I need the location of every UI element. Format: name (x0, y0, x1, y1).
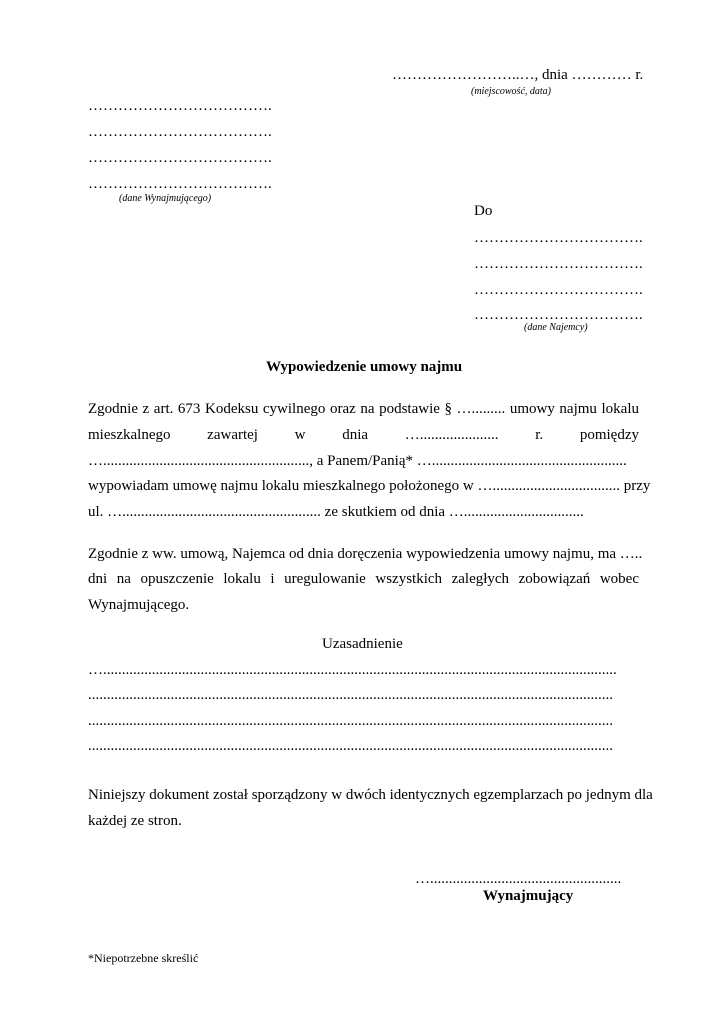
landlord-line: ………………………………. (88, 150, 272, 166)
landlord-line: ………………………………. (88, 98, 272, 114)
justification-line: …......................................................................................................................................... (88, 662, 617, 678)
signature-line: …................................................... (415, 871, 622, 887)
landlord-line: ………………………………. (88, 124, 272, 140)
paragraph-line: ul. …..................................................... ze skutkiem od dnia …................................ (88, 504, 584, 520)
paragraph-line: …......................................................., a Panem/Panią* ….................................................... (88, 453, 627, 469)
closing-line: Niniejszy dokument został sporządzony w dwóch identycznych egzemplarzach po jednym dla (88, 787, 653, 803)
paragraph-line: Zgodnie z ww. umową, Najemca od dnia doręczenia wypowiedzenia umowy najmu, ma ….. (88, 546, 643, 562)
paragraph-line: mieszkalnego zawartej w dnia …..................... r. pomiędzy (88, 427, 639, 443)
tenant-line: ……………………………. (474, 282, 643, 298)
paragraph-line: Zgodnie z art. 673 Kodeksu cywilnego oraz na podstawie § …......... umowy najmu lokalu (88, 401, 639, 417)
place-date-line: ……………………..…, dnia ………… r. (392, 67, 644, 83)
tenant-caption: (dane Najemcy) (524, 322, 588, 333)
paragraph-line: wypowiadam umowę najmu lokalu mieszkalnego położonego w ….................................. przy (88, 478, 651, 494)
justification-line: ............................................................................................................................................ (88, 738, 613, 754)
document-title: Wypowiedzenie umowy najmu (266, 359, 463, 375)
tenant-line: ……………………………. (474, 307, 643, 323)
place-date-caption: (miejscowość, data) (471, 86, 551, 97)
tenant-line: ……………………………. (474, 230, 643, 246)
paragraph-line: dni na opuszczenie lokalu i uregulowanie wszystkich zaległych zobowiązań wobec (88, 571, 639, 587)
to-label: Do (474, 203, 493, 219)
signature-label: Wynajmujący (483, 888, 574, 904)
paragraph-line: Wynajmującego. (88, 597, 190, 613)
justification-heading: Uzasadnienie (322, 636, 403, 652)
landlord-line: ………………………………. (88, 176, 272, 192)
closing-line: każdej ze stron. (88, 813, 182, 829)
tenant-line: ……………………………. (474, 256, 643, 272)
justification-line: ............................................................................................................................................ (88, 713, 613, 729)
footnote: *Niepotrzebne skreślić (88, 951, 199, 965)
landlord-caption: (dane Wynajmującego) (119, 193, 212, 204)
justification-line: ............................................................................................................................................ (88, 687, 613, 703)
